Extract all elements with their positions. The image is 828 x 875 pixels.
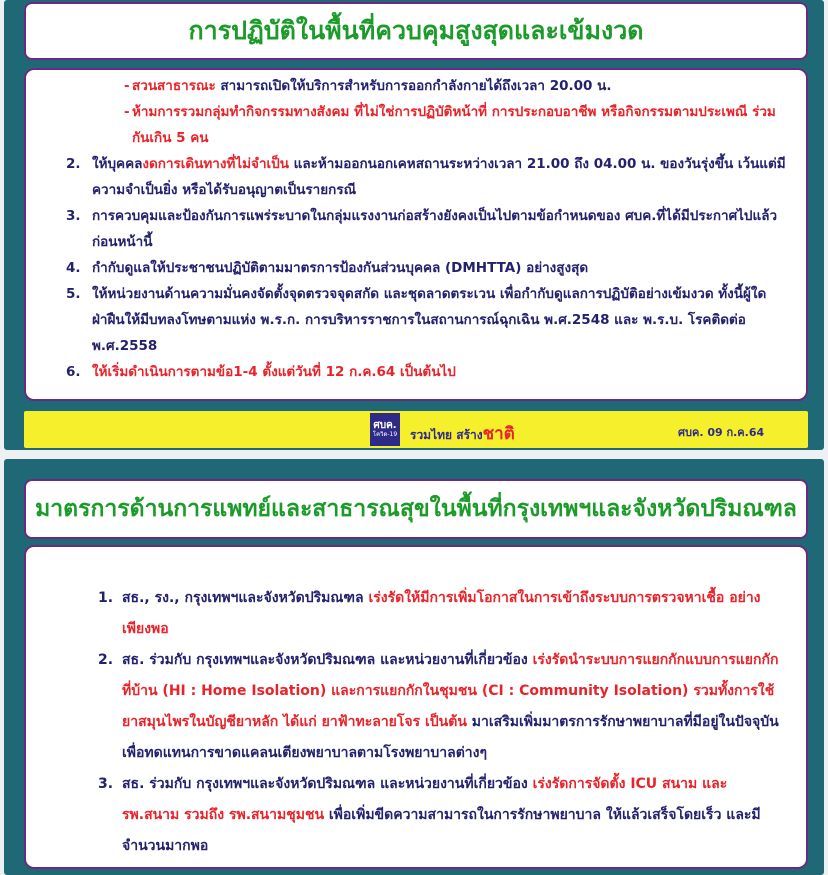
logo-subtext: โควิด-19: [372, 431, 398, 438]
item-text: ให้บุคคล: [92, 156, 143, 172]
item-text: การควบคุมและป้องกันการแพร่ระบาดในกลุ่มแรงงานก่อสร้างยังคงเป็นไปตามข้อกำหนดของ ศบค.ที่ได้มีประกาศไปแล้วก่อนหน้านี้: [92, 208, 778, 250]
item-text: สธ. ร่วมกับ กรุงเทพฯและจังหวัดปริมณฑล และหน่วยงานที่เกี่ยวข้อง: [122, 776, 533, 792]
item-text: สธ. ร่วมกับ กรุงเทพฯและจังหวัดปริมณฑล และหน่วยงานที่เกี่ยวข้อง: [122, 652, 533, 668]
item-number: 3.: [66, 208, 81, 224]
slide2-title: มาตรการด้านการแพทย์และสาธารณสุขในพื้นที่กรุงเทพฯและจังหวัดปริมณฑล: [24, 479, 808, 539]
sub-item-park: [66, 73, 792, 99]
list-item-2: [66, 151, 792, 203]
list-item-3: [66, 203, 792, 255]
item-text-tail: และห้ามออกนอกเคหสถานระหว่างเวลา 21.00 ถึง 04.00 น. ของวันรุ่งขึ้น เว้นแต่มีความจำเป็นยิ่ง หรือได้รับอนุญาตเป็นรายกรณี: [92, 156, 786, 198]
item-text-tail: เพื่อเพิ่มขีดความสามารถในการรักษาพยาบาล ให้แล้วเสร็จโดยเร็ว และมีจำนวนมากพอ: [122, 807, 761, 854]
item-text: สธ., รง., กรุงเทพฯและจังหวัดปริมณฑล: [122, 590, 369, 606]
item-number: 1.: [98, 590, 114, 606]
footer-date: ศบค. 09 ก.ค.64: [678, 426, 765, 439]
sub-item-text: สามารถเปิดให้บริการสำหรับการออกกำลังกายได้ถึงเวลา 20.00 น.: [215, 78, 612, 94]
ccsa-logo: [370, 413, 400, 446]
item-red-text: เร่งรัดการจัดตั้ง ICU สนาม และ รพ.สนาม รวมถึง รพ.สนามชุมชน: [122, 776, 728, 823]
slide2-body: [24, 545, 808, 869]
item-number: 2.: [98, 652, 114, 668]
item-text: กำกับดูแลให้ประชาชนปฏิบัติตามมาตรการป้องกันส่วนบุคคล (DMHTTA) อย่างสูงสุด: [92, 260, 589, 276]
item-number: 4.: [66, 260, 81, 276]
sub-item-gathering: [66, 99, 792, 151]
item-number: 2.: [66, 156, 81, 172]
footer-banner: [24, 411, 808, 448]
sub-item-red-text: สวนสาธารณะ: [132, 78, 216, 94]
dash-bullet: -: [124, 104, 130, 120]
item-red-text: งดการเดินทางที่ไม่จำเป็น: [142, 156, 289, 172]
list-item-5: [66, 281, 792, 359]
dash-bullet: -: [124, 78, 130, 94]
list-item-3: [98, 769, 786, 862]
list-item-1: [98, 583, 786, 645]
sub-item-red-text: ห้ามการรวมกลุ่มทำกิจกรรมทางสังคม ที่ไม่ใช่การปฏิบัติหน้าที่ การประกอบอาชีพ หรือกิจกรรมตามประเพณี ร่วมกันเกิน 5 คน: [132, 104, 776, 146]
slogan-emphasis: ชาติ: [482, 424, 515, 444]
slogan-text: รวมไทย สร้าง: [410, 428, 483, 442]
item-red-text: ให้เริ่มดำเนินการตามข้อ1-4 ตั้งแต่วันที่ 12 ก.ค.64 เป็นต้นไป: [92, 364, 456, 380]
item-number: 5.: [66, 286, 81, 302]
slide1-body: [24, 68, 808, 401]
list-item-2: [98, 645, 786, 769]
list-item-4: [66, 255, 792, 281]
item-red-text: เร่งรัดนำระบบการแยกกักแบบการแยกกักที่บ้าน (HI : Home Isolation) และการแยกกักในชุมชน (CI : Community Isolation) รวมทั้งการใช้ยาสมุนไพรในบัญชียาหลัก ได้แก่ ยาฟ้าทะลายโจร เป็นต้น: [122, 652, 779, 730]
item-number: 6.: [66, 364, 81, 380]
item-text: ให้หน่วยงานด้านความมั่นคงจัดตั้งจุดตรวจจุดสกัด และชุดลาดตระเวน เพื่อกำกับดูแลการปฏิบัติอย่างเข้มงวด ทั้งนี้ผู้ใดฝ่าฝืนให้มีบทลงโทษตามแห่ง พ.ร.ก. การบริหารราชการในสถานการณ์ฉุกเฉิน พ.ศ.2548 และ พ.ร.บ. โรคติดต่อ พ.ศ.2558: [92, 286, 767, 354]
list-item-6: [66, 359, 792, 385]
item-number: 3.: [98, 776, 114, 792]
slide1-title: การปฏิบัติในพื้นที่ควบคุมสูงสุดและเข้มงวด: [24, 2, 808, 60]
slide-strict-control: [4, 0, 824, 450]
item-text-tail: มาเสริมเพิ่มมาตรการรักษาพยาบาลที่มีอยู่ในปัจจุบัน เพื่อทดแทนการขาดแคลนเตียงพยาบาลตามโรงพยาบาลต่างๆ: [122, 714, 779, 761]
item-red-text: เร่งรัดให้มีการเพิ่มโอกาสในการเข้าถึงระบบการตรวจหาเชื้อ อย่างเพียงพอ: [122, 590, 761, 637]
logo-text: ศบค.: [373, 420, 397, 431]
slide-medical-measures: [4, 459, 824, 875]
slogan: [410, 420, 515, 447]
